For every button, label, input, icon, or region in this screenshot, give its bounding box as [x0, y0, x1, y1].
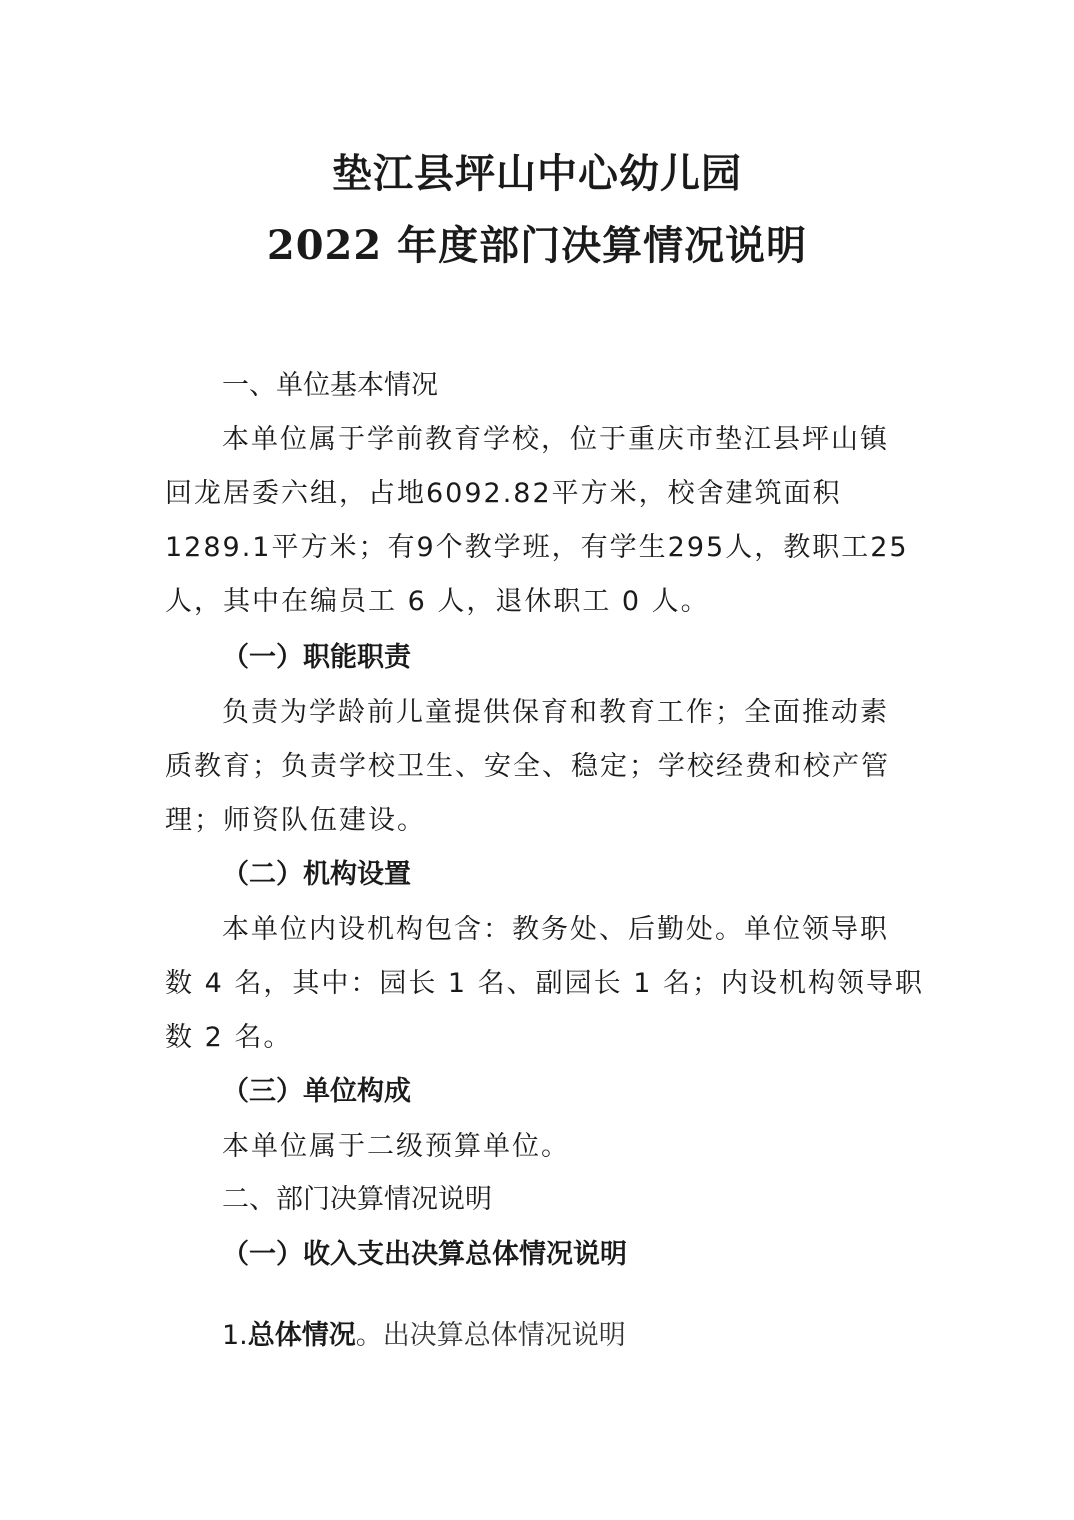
paragraph-line: 数 2 名。	[165, 1022, 293, 1053]
paragraph-line: 人，其中在编员工 6 人，退休职工 0 人。	[165, 586, 710, 617]
paragraph-line: 回龙居委六组，占地6092.82平方米，校舍建筑面积	[165, 478, 842, 509]
section-1-3-heading: （三）单位构成	[222, 1076, 411, 1107]
item-text: 。出决算总体情况说明	[355, 1320, 626, 1351]
section-2-1-item	[222, 1318, 626, 1354]
paragraph-line: 数 4 名，其中：园长 1 名、副园长 1 名；内设机构领导职	[165, 968, 925, 999]
section-2-1-heading: （一）收入支出决算总体情况说明	[222, 1239, 627, 1270]
paragraph-line: 负责为学龄前儿童提供保育和教育工作；全面推动素	[222, 697, 889, 728]
section-1-1-heading: （一）职能职责	[222, 642, 411, 673]
paragraph-line: 本单位内设机构包含：教务处、后勤处。单位领导职	[222, 914, 889, 945]
section-1-2-paragraph	[165, 903, 925, 1065]
document-title-line-2: 2022 年度部门决算情况说明	[266, 222, 808, 269]
paragraph-line: 1289.1平方米；有9个教学班，有学生295人，教职工25	[165, 532, 909, 563]
section-2-heading: 二、部门决算情况说明	[222, 1184, 492, 1215]
item-title: 总体情况	[247, 1320, 356, 1351]
paragraph-line: 质教育；负责学校卫生、安全、稳定；学校经费和校产管	[165, 751, 890, 782]
section-1-1-paragraph	[165, 686, 911, 848]
section-1-paragraph	[165, 413, 911, 629]
paragraph-line: 本单位属于学前教育学校，位于重庆市垫江县坪山镇	[222, 424, 889, 455]
paragraph-line: 理；师资队伍建设。	[165, 805, 426, 836]
document-title-line-1: 垫江县坪山中心幼儿园	[332, 150, 742, 197]
item-number: 1.	[222, 1320, 248, 1351]
section-1-heading: 一、单位基本情况	[222, 370, 438, 401]
section-1-3-paragraph	[165, 1120, 911, 1174]
paragraph-line: 本单位属于二级预算单位。	[222, 1131, 570, 1162]
section-1-2-heading: （二）机构设置	[222, 859, 411, 890]
